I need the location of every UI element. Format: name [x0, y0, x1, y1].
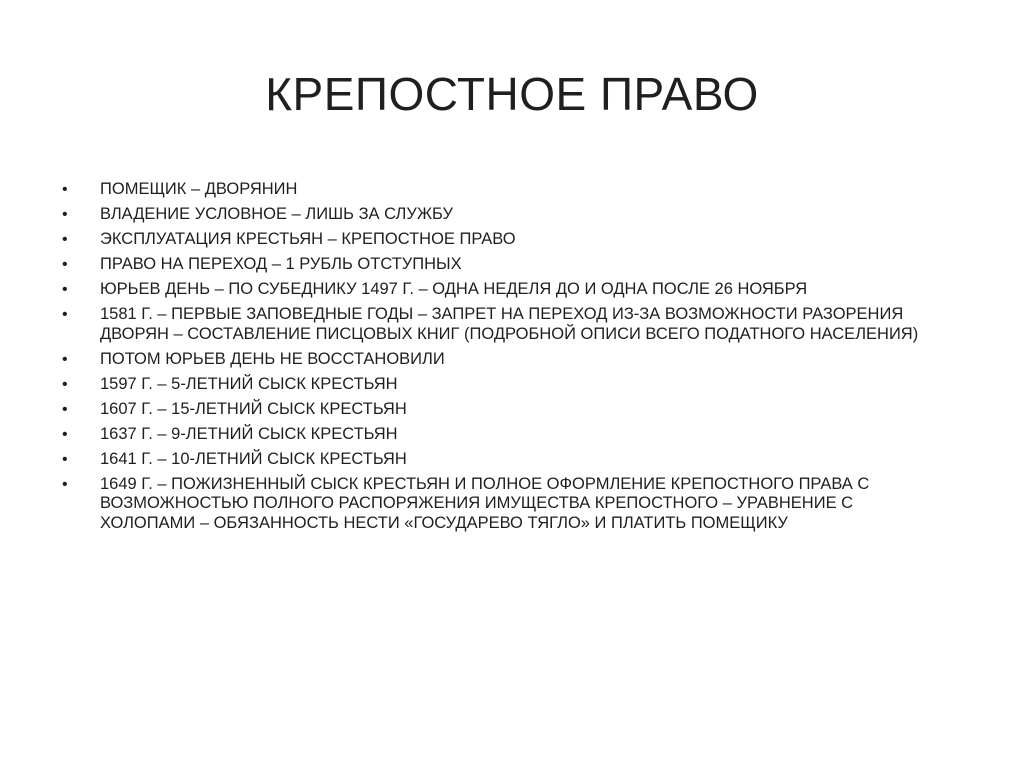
bullet-dot-icon: • [62, 450, 68, 468]
bullet-text: 1637 Г. – 9-ЛЕТНИЙ СЫСК КРЕСТЬЯН [100, 424, 398, 443]
bullet-item [62, 255, 922, 275]
bullet-text: 1641 Г. – 10-ЛЕТНИЙ СЫСК КРЕСТЬЯН [100, 449, 407, 468]
bullet-dot-icon: • [62, 181, 68, 198]
bullet-text: ВЛАДЕНИЕ УСЛОВНОЕ – ЛИШЬ ЗА СЛУЖБУ [100, 205, 453, 223]
bullet-item [62, 400, 922, 420]
bullet-text: ЭКСПЛУАТАЦИЯ КРЕСТЬЯН – КРЕПОСТНОЕ ПРАВО [100, 230, 516, 248]
bullet-list [62, 180, 922, 539]
bullet-dot-icon: • [62, 350, 68, 368]
bullet-item [62, 450, 922, 470]
bullet-text: 1581 Г. – ПЕРВЫЕ ЗАПОВЕДНЫЕ ГОДЫ – ЗАПРЕТ НА ПЕРЕХОД ИЗ-ЗА ВОЗМОЖНОСТИ РАЗОРЕНИЯ ДВОРЯН – СОСТАВЛЕНИЕ ПИСЦОВЫХ КНИГ (ПОДРОБНОЙ ОПИСИ ВСЕГО ПОДАТНОГО НАСЕЛЕНИЯ) [100, 305, 919, 343]
bullet-item [62, 305, 922, 344]
bullet-dot-icon: • [62, 400, 68, 418]
bullet-text: ПОМЕЩИК – ДВОРЯНИН [100, 180, 298, 198]
bullet-text: ЮРЬЕВ ДЕНЬ – ПО СУБЕДНИКУ 1497 Г. – ОДНА НЕДЕЛЯ ДО И ОДНА ПОСЛЕ 26 НОЯБРЯ [100, 280, 808, 298]
bullet-item [62, 230, 922, 250]
bullet-text: ПРАВО НА ПЕРЕХОД – 1 РУБЛЬ ОТСТУПНЫХ [100, 255, 462, 273]
bullet-text: ПОТОМ ЮРЬЕВ ДЕНЬ НЕ ВОССТАНОВИЛИ [100, 349, 445, 368]
bullet-dot-icon: • [62, 281, 68, 298]
bullet-item [62, 180, 922, 200]
bullet-dot-icon: • [62, 475, 68, 493]
bullet-text: 1597 Г. – 5-ЛЕТНИЙ СЫСК КРЕСТЬЯН [100, 374, 398, 393]
bullet-item [62, 280, 922, 300]
bullet-item [62, 205, 922, 225]
bullet-dot-icon: • [62, 231, 68, 248]
bullet-dot-icon: • [62, 306, 68, 323]
bullet-dot-icon: • [62, 256, 68, 273]
bullet-item [62, 475, 922, 534]
bullet-dot-icon: • [62, 206, 68, 223]
bullet-item [62, 425, 922, 445]
bullet-text: 1649 Г. – ПОЖИЗНЕННЫЙ СЫСК КРЕСТЬЯН И ПОЛНОЕ ОФОРМЛЕНИЕ КРЕПОСТНОГО ПРАВА С ВОЗМОЖНОСТЬЮ ПОЛНОГО РАСПОРЯЖЕНИЯ ИМУЩЕСТВА КРЕПОСТНОГО – УРАВНЕНИЕ С ХОЛОПАМИ – ОБЯЗАННОСТЬ НЕСТИ «ГОСУДАРЕВО ТЯГЛО» И ПЛАТИТЬ ПОМЕЩИКУ [100, 474, 870, 532]
bullet-text: 1607 Г. – 15-ЛЕТНИЙ СЫСК КРЕСТЬЯН [100, 399, 407, 418]
slide-title: КРЕПОСТНОЕ ПРАВО [265, 68, 759, 120]
bullet-dot-icon: • [62, 425, 68, 443]
bullet-dot-icon: • [62, 375, 68, 393]
bullet-item [62, 375, 922, 395]
bullet-item [62, 350, 922, 370]
